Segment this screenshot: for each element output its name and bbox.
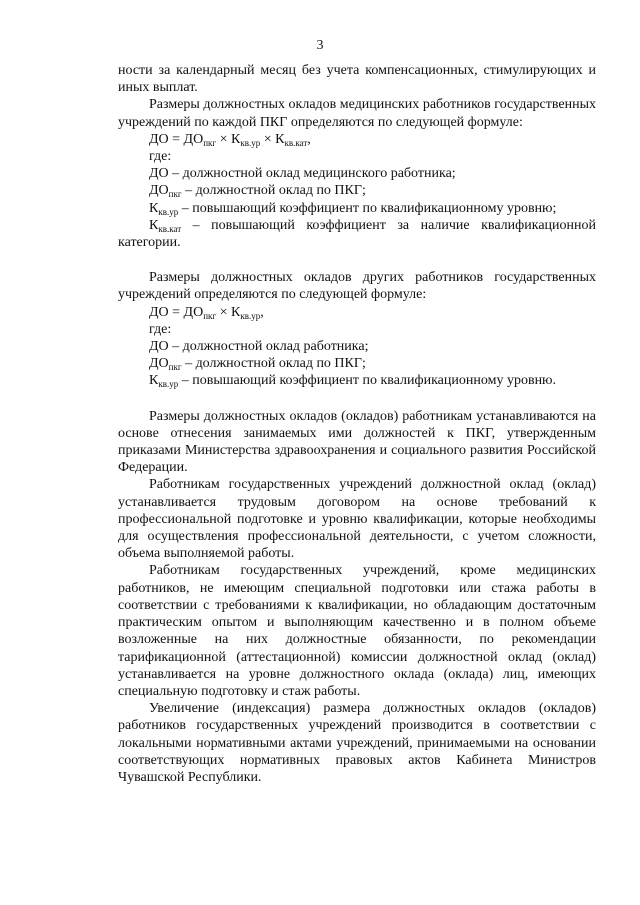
definition-line — [118, 182, 596, 199]
formula-term: × К — [216, 131, 241, 147]
formula-end: , — [260, 304, 264, 320]
formula-sub: кв.ур — [240, 137, 261, 148]
definition-text: – повышающий коэффициент по квалификационному уровню. — [178, 373, 557, 389]
definition-symbol: К — [149, 200, 159, 216]
paragraph-medical-salaries: Размеры должностных окладов медицинских работников государственных учреждений по каждой ПКГ определяются по следующей формуле: — [118, 97, 596, 130]
paragraph-pkg-assignment: Размеры должностных окладов (окладов) работникам устанавливаются на основе отнесения занимаемых ими должностей к ПКГ, утвержденным приказами Министерства здравоохранения и социального развития Российской Федерации. — [118, 408, 596, 476]
formula-term: × К — [260, 131, 285, 147]
paragraph-continuation: ности за календарный месяц без учета компенсационных, стимулирующих и иных выплат. — [118, 63, 596, 96]
definition-text: – повышающий коэффициент по квалификационному уровню; — [178, 200, 557, 216]
definition-sub: пкг — [168, 189, 182, 200]
paragraph-experienced-workers: Работникам государственных учреждений, кроме медицинских работников, не имеющим специальной подготовки или стажа работы в соответствии с требованиями к квалификации, но обладающим достаточным практическим опытом и выполняющим качественно и в полном объеме возложенные на них должностные обязанности, по рекомендации тарификационной (аттестационной) комиссии должностной оклад (оклад) устанавливается на уровне должностного оклада (оклада) лиц, имеющих специальную подготовку и стаж работы. — [118, 563, 596, 699]
definition-line — [118, 217, 596, 251]
definition-text: – должностной оклад по ПКГ; — [181, 183, 366, 199]
definition-sub: кв.ур — [158, 206, 179, 217]
paragraph-other-salaries: Размеры должностных окладов других работников государственных учреждений определяются по следующей формуле: — [118, 270, 596, 303]
formula-sub: пкг — [203, 137, 217, 148]
formula-sub: пкг — [203, 310, 217, 321]
definition-sub: пкг — [168, 362, 182, 373]
formula-lhs: ДО = ДО — [149, 131, 204, 147]
definition-sub: кв.кат — [158, 223, 182, 234]
formula-sub: кв.кат — [284, 137, 308, 148]
definition-symbol: ДО — [149, 183, 169, 199]
formula-lhs: ДО = ДО — [149, 304, 204, 320]
definition-line — [118, 372, 596, 389]
definition-line — [118, 355, 596, 372]
paragraph-indexation: Увеличение (индексация) размера должностных окладов (окладов) работников государственных учреждений производится в соответствии с локальными нормативными актами учреждений, принимаемыми на основании соответствующих нормативных правовых актов Кабинета Министров Чувашской Республики. — [118, 701, 596, 785]
definition-symbol: К — [149, 373, 159, 389]
spacer — [118, 390, 596, 408]
definition-text: – повышающий коэффициент за наличие квалификационной категории. — [118, 217, 596, 251]
formula-medical — [118, 131, 596, 148]
definition-line: ДО – должностной оклад медицинского работника; — [149, 166, 456, 182]
spacer — [118, 251, 596, 269]
paragraph-labor-contract: Работникам государственных учреждений должностной оклад (оклад) устанавливается трудовым договором на основе требований к профессиональной подготовке и уровню квалификации, которые необходимы для осуществления профессиональной деятельности, с учетом сложности, объема выполняемой работы. — [118, 477, 596, 562]
page-number: 3 — [316, 38, 324, 53]
formula-sub: кв.ур — [240, 310, 261, 321]
definition-sub: кв.ур — [158, 379, 179, 390]
definition-text: – должностной оклад по ПКГ; — [181, 356, 366, 372]
formula-other — [118, 304, 596, 321]
definition-line — [118, 200, 596, 217]
formula-end: , — [307, 131, 311, 147]
definition-symbol: К — [149, 217, 159, 233]
document-body — [118, 62, 596, 786]
formula-term: × К — [216, 304, 241, 320]
where-label: где: — [149, 321, 172, 337]
definition-line: ДО – должностной оклад работника; — [149, 339, 369, 355]
definition-symbol: ДО — [149, 356, 169, 372]
where-label: где: — [149, 149, 172, 165]
